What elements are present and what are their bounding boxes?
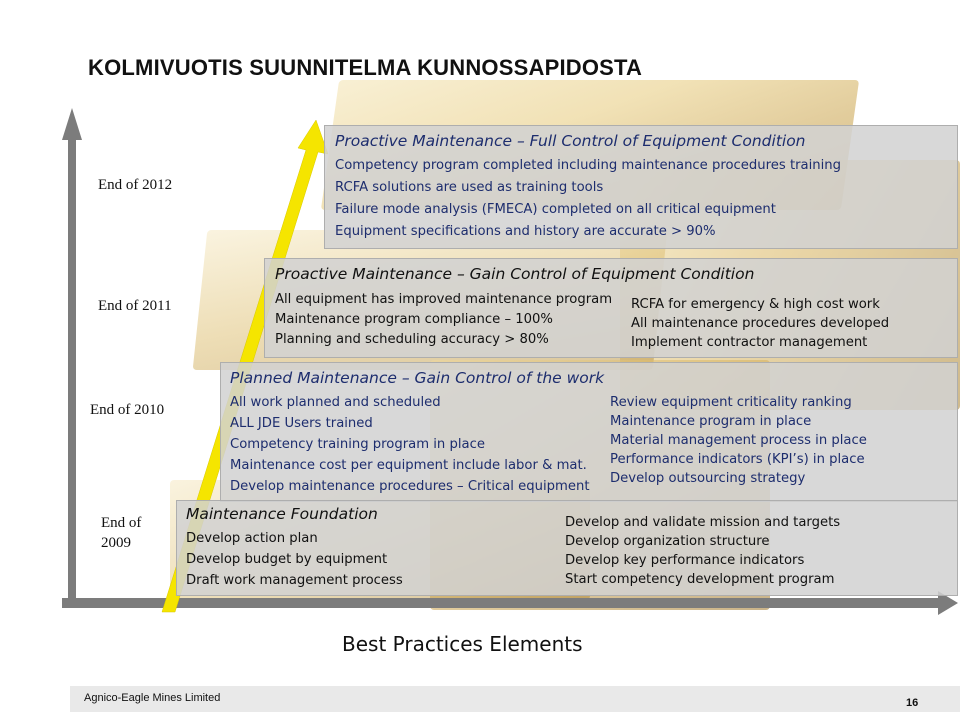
list-item: Develop action plan: [186, 531, 318, 546]
list-item: Competency training program in place: [230, 437, 485, 452]
stage-foundation-left-items: [186, 528, 403, 591]
stage-planned-box: [220, 362, 958, 502]
list-item: Maintenance program compliance – 100%: [275, 312, 553, 327]
page-number: 16: [906, 697, 919, 709]
page-title: KOLMIVUOTIS SUUNNITELMA KUNNOSSAPIDOSTA: [88, 55, 643, 80]
stage-gain-equipment-heading: Proactive Maintenance – Gain Control of Equipment Condition: [275, 265, 755, 283]
stage-foundation-right-items: [565, 513, 840, 589]
list-item: Develop key performance indicators: [565, 553, 805, 568]
stage-full-control-heading: Proactive Maintenance – Full Control of Equipment Condition: [335, 132, 806, 150]
list-item: Develop budget by equipment: [186, 552, 388, 567]
list-item: Material management process in place: [610, 433, 867, 448]
list-item: RCFA solutions are used as training tools: [335, 180, 604, 195]
stage-gain-equipment-right-items: [631, 295, 889, 352]
footer-company: Agnico-Eagle Mines Limited: [84, 692, 221, 704]
list-item: Implement contractor management: [631, 335, 868, 350]
list-item: Performance indicators (KPI’s) in place: [610, 452, 865, 467]
list-item: RCFA for emergency & high cost work: [631, 297, 880, 312]
year-label-2010: End of 2010: [90, 402, 165, 418]
year-label-2012: End of 2012: [98, 177, 173, 193]
stage-gain-equipment-left-items: [275, 290, 612, 349]
list-item: Maintenance program in place: [610, 414, 812, 429]
stage-gain-equipment-box: [264, 258, 958, 358]
list-item: Develop maintenance procedures – Critical equipment: [230, 479, 590, 494]
year-label-2009-line1: End of: [101, 515, 142, 531]
list-item: Review equipment criticality ranking: [610, 395, 852, 410]
vertical-axis-arrow: [62, 108, 82, 604]
list-item: Maintenance cost per equipment include labor & mat.: [230, 458, 587, 473]
list-item: Competency program completed including maintenance procedures training: [335, 158, 842, 173]
stage-planned-heading: Planned Maintenance – Gain Control of the work: [230, 369, 605, 387]
list-item: ALL JDE Users trained: [230, 416, 373, 431]
stage-foundation-heading: Maintenance Foundation: [186, 505, 378, 523]
list-item: Start competency development program: [565, 572, 835, 587]
list-item: All equipment has improved maintenance program: [275, 292, 613, 307]
year-label-2009-line2: 2009: [101, 535, 131, 551]
stage-planned-right-items: [610, 393, 867, 488]
stage-foundation-box: [176, 500, 958, 596]
stage-full-control-items: [335, 156, 841, 241]
list-item: Develop outsourcing strategy: [610, 471, 806, 486]
list-item: All work planned and scheduled: [230, 395, 441, 410]
stage-full-control-box: [324, 125, 958, 249]
stage-planned-left-items: [230, 392, 590, 497]
list-item: Failure mode analysis (FMECA) completed on all critical equipment: [335, 202, 776, 217]
list-item: Draft work management process: [186, 573, 403, 588]
year-label-2011: End of 2011: [98, 298, 172, 314]
list-item: Develop organization structure: [565, 534, 770, 549]
horizontal-axis-label: Best Practices Elements: [342, 632, 583, 656]
list-item: Develop and validate mission and targets: [565, 515, 841, 530]
list-item: Planning and scheduling accuracy > 80%: [275, 332, 549, 347]
list-item: Equipment specifications and history are accurate > 90%: [335, 224, 716, 239]
horizontal-axis: [62, 598, 942, 608]
list-item: All maintenance procedures developed: [631, 316, 890, 331]
